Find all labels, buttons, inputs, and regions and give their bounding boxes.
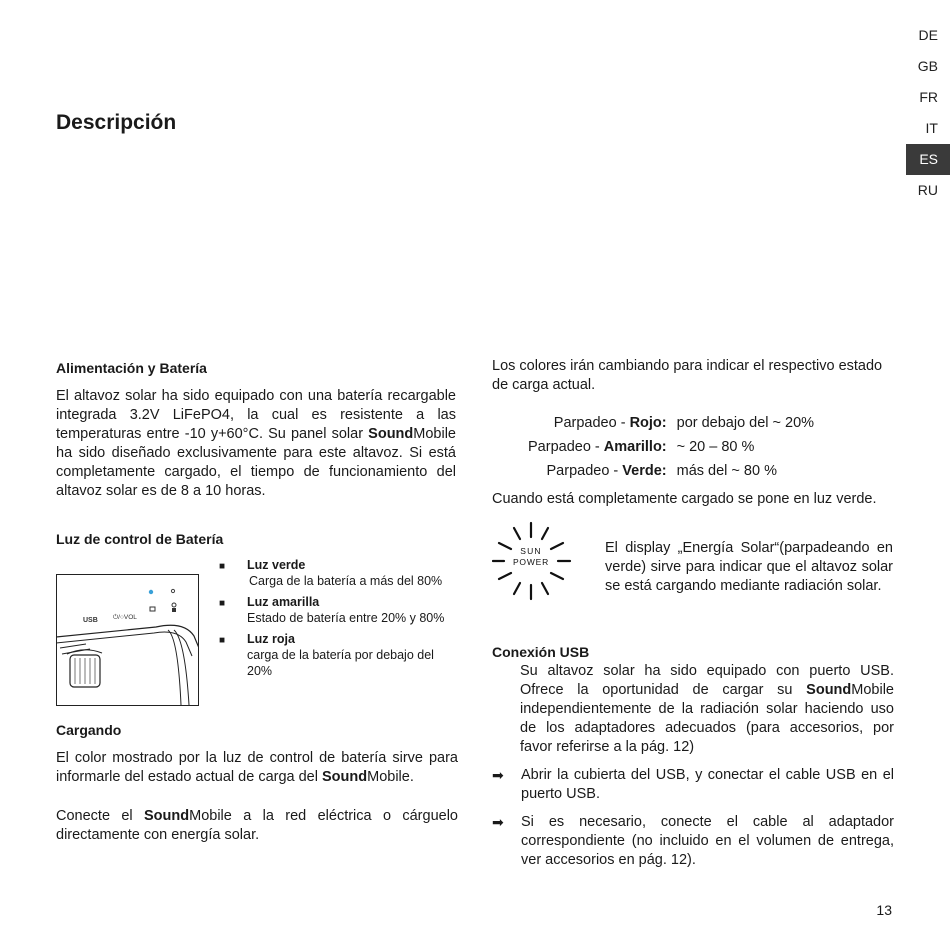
status-led: [149, 590, 153, 594]
battery-section: [56, 359, 456, 501]
page-title: Descripción: [56, 111, 177, 134]
colors-intro: Los colores irán cambiando para indicar el respectivo estado de carga actual.: [492, 358, 883, 393]
table-row: Parpadeo - Amarillo: ~ 20 – 80 %: [528, 439, 755, 455]
list-item: ■ Luz verde Carga de la batería a más del 80%: [219, 558, 443, 588]
device-illustration: [56, 574, 199, 706]
lang-tab-it[interactable]: IT: [925, 120, 938, 136]
charging-paragraph-1: El color mostrado por la luz de control de batería sirve para informarle del estado actual de carga del SoundMobile.: [56, 750, 458, 785]
page-number: 13: [876, 902, 892, 918]
vol-label: ⏻/○VOL: [113, 614, 137, 621]
blink-table: [528, 414, 814, 486]
led-control-heading: Luz de control de Batería: [56, 531, 224, 547]
arrow-right-icon: ➡: [492, 767, 504, 783]
list-item: ■ Luz roja carga de la batería por debajo del 20%: [219, 632, 434, 678]
sun-power-icon: [492, 518, 576, 604]
language-tabs: [906, 20, 950, 206]
colors-section: [492, 357, 894, 507]
usb-paragraph: Su altavoz solar ha sido equipado con puerto USB. Ofrece la oportunidad de cargar su SoundMobile independientemente de la radiación solar haciendo uso de los adaptadores adecuados (para accesorios, por favor referirse a la pág. 12): [520, 663, 894, 755]
usb-section: [492, 643, 894, 870]
lang-tab-gb[interactable]: GB: [917, 58, 938, 74]
charging-heading: Cargando: [56, 722, 122, 738]
list-item: ➡ Abrir la cubierta del USB, y conectar el cable USB en el puerto USB.: [492, 767, 894, 802]
led-control-section: [56, 530, 456, 549]
bullet-icon: ■: [219, 561, 226, 572]
brand-sound: Sound: [368, 426, 414, 442]
lang-tab-ru[interactable]: RU: [917, 182, 938, 198]
table-row: Parpadeo - Rojo: por debajo del ~ 20%: [553, 415, 815, 431]
bullet-icon: ■: [219, 635, 226, 646]
arrow-right-icon: ➡: [492, 814, 504, 830]
list-item: ➡ Si es necesario, conecte el cable al adaptador correspondiente (no incluido en el volumen de entrega, ver accesorios en pág. 12).: [492, 814, 894, 868]
bullet-icon: ■: [219, 598, 226, 609]
charging-paragraph-2: Conecte el SoundMobile a la red eléctrica o cárguelo directamente con energía solar.: [56, 808, 458, 843]
table-row: Parpadeo - Verde: más del ~ 80 %: [546, 463, 777, 479]
usb-heading: Conexión USB: [492, 644, 590, 660]
svg-text:POWER: POWER: [512, 557, 550, 567]
list-item: ■ Luz amarilla Estado de batería entre 20% y 80%: [219, 595, 445, 625]
lang-tab-es[interactable]: ES: [906, 144, 950, 175]
lang-tab-de[interactable]: DE: [918, 27, 938, 43]
full-charge-text: Cuando está completamente cargado se pone en luz verde.: [492, 491, 877, 507]
battery-heading: Alimentación y Batería: [56, 360, 207, 376]
usb-label: USB: [83, 617, 98, 624]
led-status-list: [219, 557, 459, 684]
svg-text:SUN: SUN: [520, 546, 542, 556]
charging-section: [56, 721, 458, 845]
lang-tab-fr[interactable]: FR: [919, 89, 938, 105]
battery-paragraph: El altavoz solar ha sido equipado con una batería recargable integrada 3.2V LiFePO4, la cual es resistente a las temperaturas entre -10 y+60°C. Su panel solar SoundMobile ha sido diseñado exclusivamente para este altavoz. Si está completamente cargado, el tiempo de funcionamiento del altavoz solar es de 8 a 10 horas.: [56, 388, 456, 499]
solar-display-text: El display „Energía Solar“(parpadeando en verde) sirve para indicar que el altavoz solar se está cargando mediante radiación solar.: [605, 540, 893, 594]
